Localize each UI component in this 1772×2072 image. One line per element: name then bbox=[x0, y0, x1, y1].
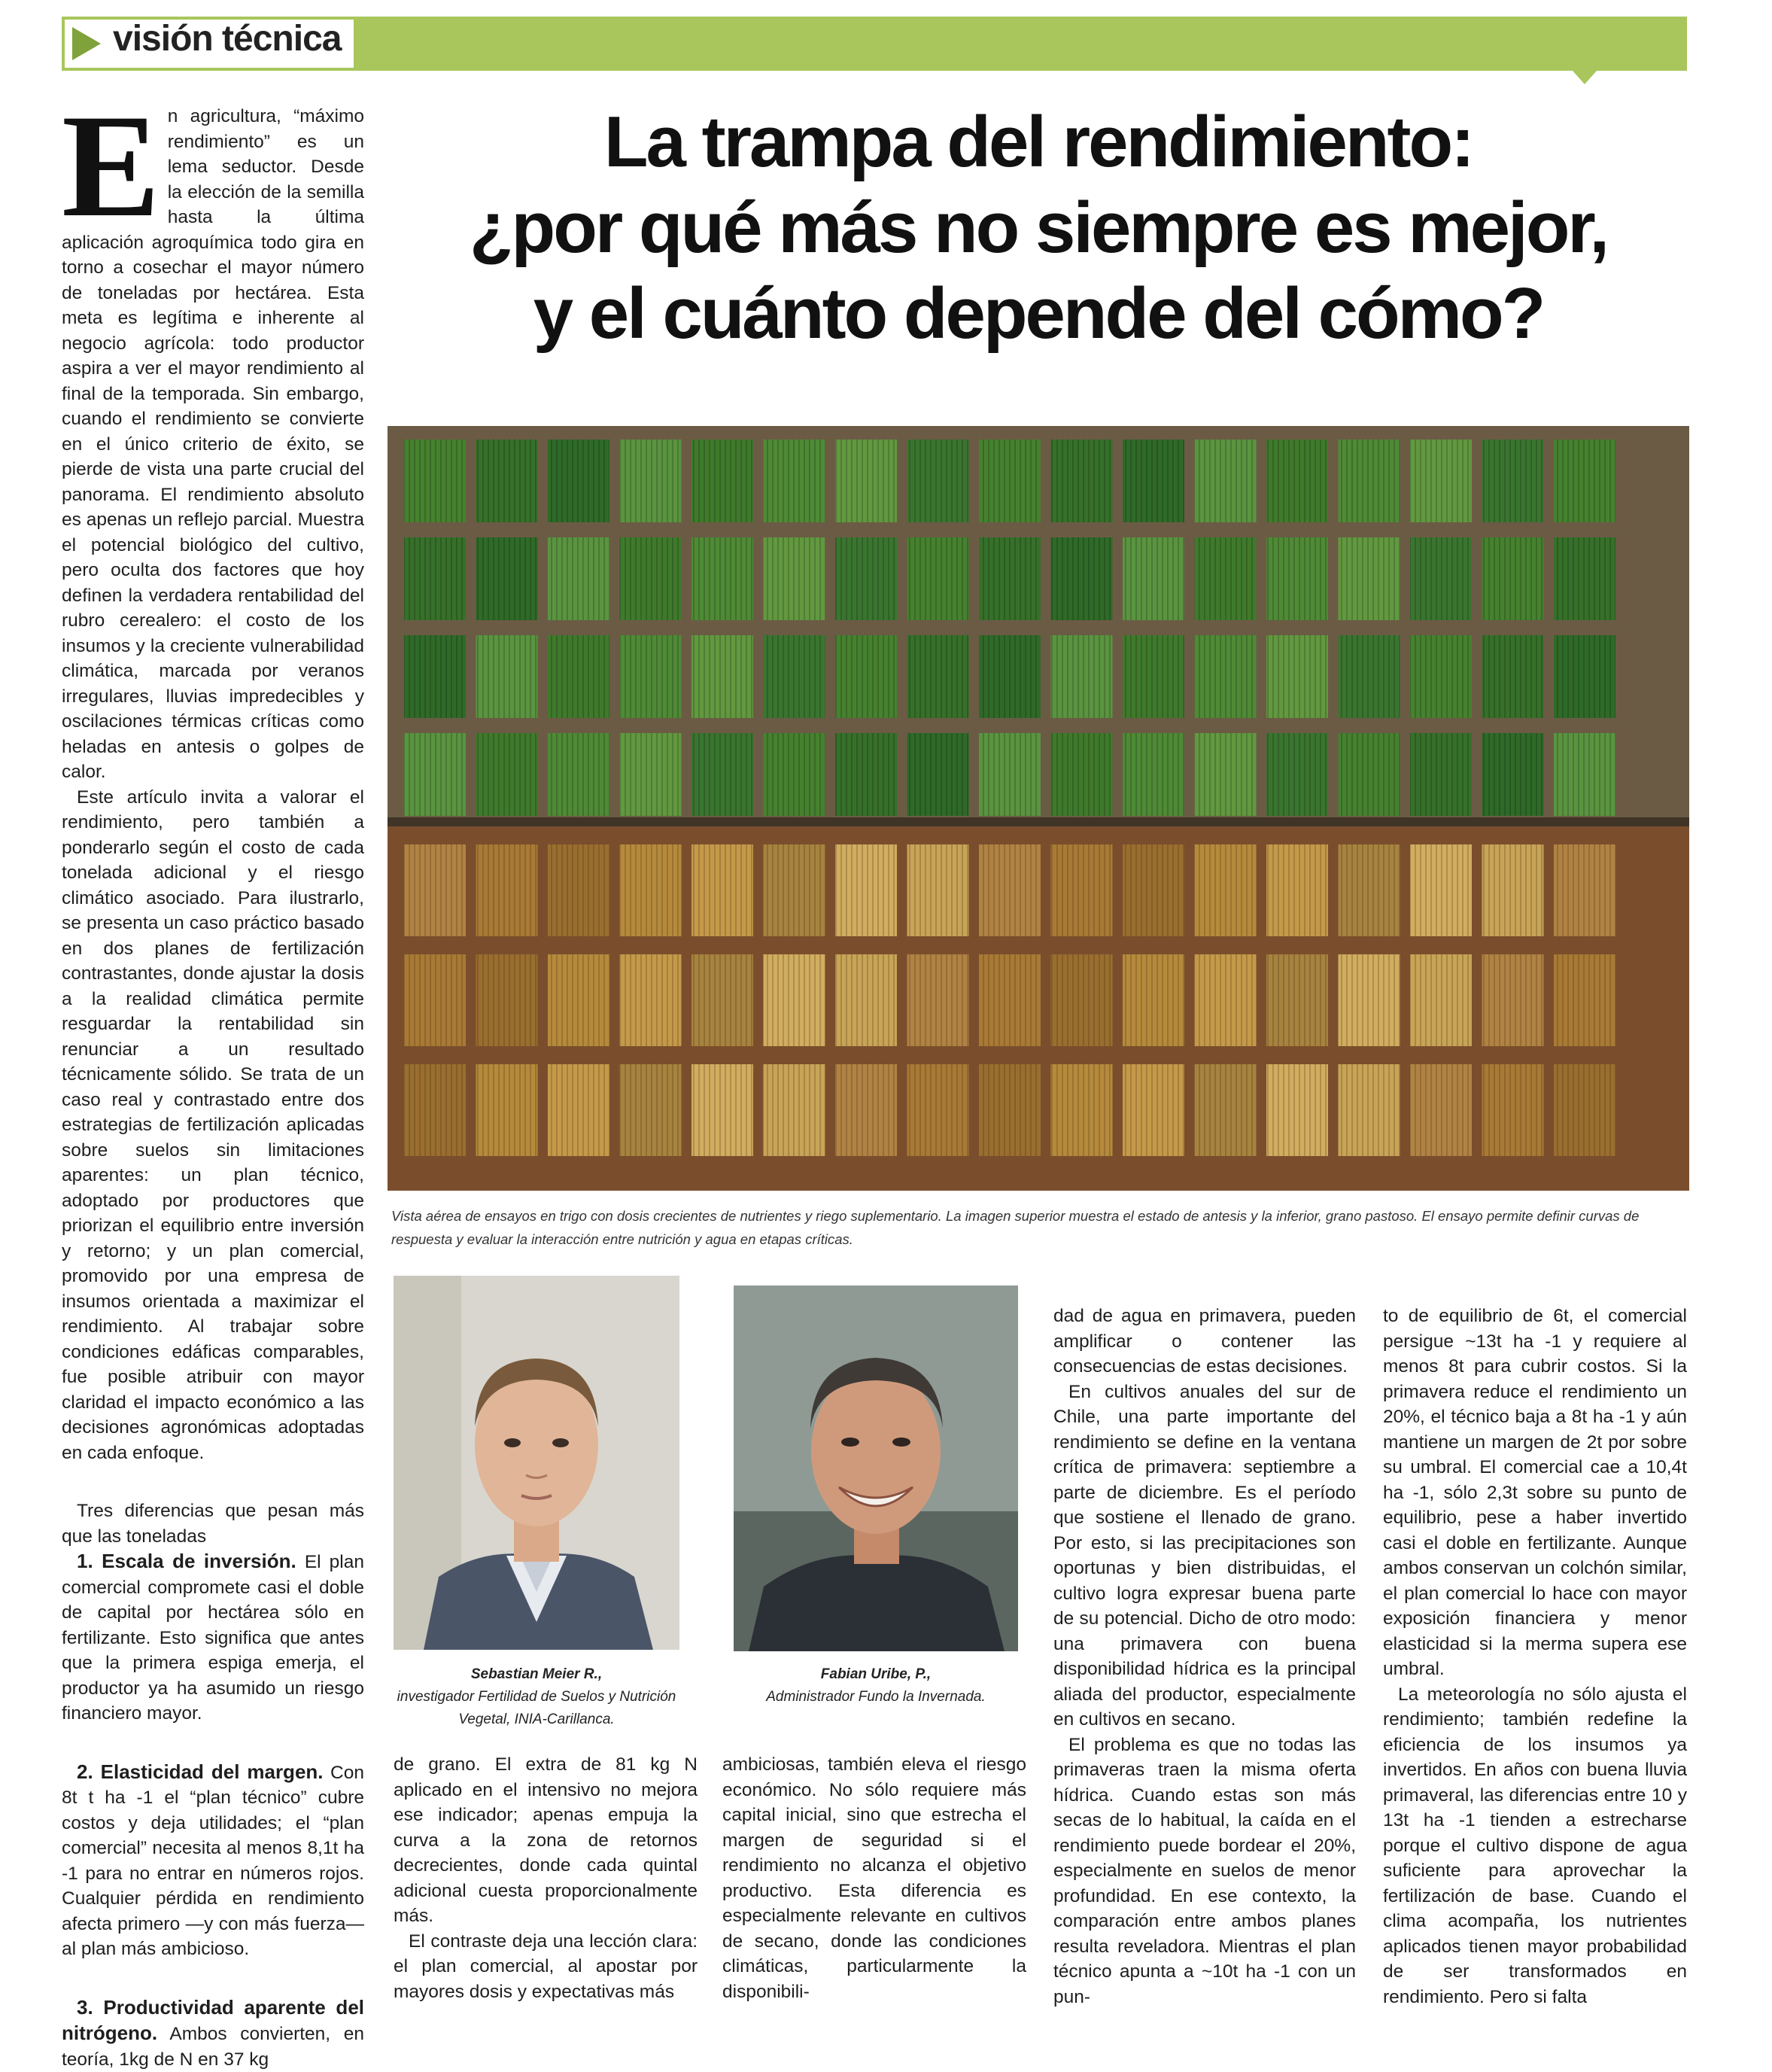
trial-plot-texture bbox=[1410, 844, 1472, 936]
trial-plot-texture bbox=[835, 1064, 897, 1156]
person-1-name: Sebastian Meier R., bbox=[376, 1663, 697, 1686]
person-2-role: Administrador Fundo la Invernada. bbox=[715, 1686, 1037, 1708]
paragraph: ambiciosas, también eleva el riesgo económico. No sólo requiere más capital inicial, sino que estrecha el margen de seguridad si el rendimiento no alcanza el objetivo productivo. Esta diferencia es especialmente relevante en cultivos de secano, donde las condiciones climáticas, particularmente la disponibili- bbox=[722, 1752, 1026, 2004]
point-2-heading: 2. Elasticidad del margen. bbox=[77, 1760, 324, 1783]
portrait-2-image bbox=[734, 1285, 1018, 1651]
person-2-name: Fabian Uribe, P., bbox=[715, 1663, 1037, 1686]
trial-plot-texture bbox=[404, 537, 466, 620]
trial-plot-texture bbox=[979, 440, 1041, 522]
trial-plot-texture bbox=[476, 635, 538, 718]
trial-plot-texture bbox=[1195, 537, 1257, 620]
aerial-photo-trial-plots bbox=[388, 426, 1689, 1191]
trial-plot-texture bbox=[404, 1064, 466, 1156]
trial-plot-texture bbox=[1266, 635, 1328, 718]
point-2 bbox=[62, 1760, 364, 1962]
headline-line-3: y el cuánto depende del cómo? bbox=[391, 271, 1685, 357]
trial-plot-texture bbox=[1554, 537, 1615, 620]
trial-plot-texture bbox=[1051, 954, 1113, 1046]
drop-cap: E bbox=[62, 110, 160, 223]
trial-plot-texture bbox=[1410, 635, 1472, 718]
trial-plot-texture bbox=[1410, 954, 1472, 1046]
trial-plot-texture bbox=[691, 1064, 753, 1156]
trial-plot-texture bbox=[1410, 440, 1472, 522]
trial-plot-texture bbox=[691, 537, 753, 620]
article-column-3 bbox=[722, 1752, 1026, 2004]
trial-plot-texture bbox=[979, 635, 1041, 718]
trial-plot-texture bbox=[1554, 635, 1615, 718]
trial-plot-texture bbox=[476, 1064, 538, 1156]
point-1-heading: 1. Escala de inversión. bbox=[77, 1550, 296, 1572]
trial-plot-texture bbox=[907, 440, 969, 522]
section-label: visión técnica bbox=[113, 18, 341, 59]
trial-plot-texture bbox=[1266, 537, 1328, 620]
trial-plot-texture bbox=[620, 954, 682, 1046]
trial-plot-texture bbox=[835, 537, 897, 620]
trial-plot-texture bbox=[1195, 635, 1257, 718]
trial-plot-texture bbox=[979, 537, 1041, 620]
trial-plot-texture bbox=[1266, 954, 1328, 1046]
trial-plot-texture bbox=[1339, 537, 1400, 620]
headline-line-2: ¿por qué más no siempre es mejor, bbox=[391, 185, 1685, 271]
trial-plot-texture bbox=[476, 954, 538, 1046]
trial-plot-texture bbox=[1266, 733, 1328, 816]
trial-plot-texture bbox=[404, 733, 466, 816]
trial-plot-texture bbox=[1195, 954, 1257, 1046]
portrait-sebastian-meier bbox=[394, 1276, 679, 1650]
person-1-affiliation: Vegetal, INIA-Carillanca. bbox=[376, 1708, 697, 1731]
trial-plot-texture bbox=[1195, 440, 1257, 522]
paragraph: Este artículo invita a valorar el rendimiento, pero también a ponderarlo según el costo de cada tonelada adicional y el riesgo climático asociado. Para ilustrarlo, se presenta un caso práctico basado en dos planes de fertilización contrastantes, donde ajustar la dosis a la realidad climática permite resguardar la rentabilidad sin renunciar a un resultado técnicamente sólido. Se trata de un caso real y contrastado entre dos estrategias de fertilización aplicadas sobre suelos sin limitaciones aparentes: un plan técnico, adoptado por productores que priorizan el equilibrio entre inversión y retorno; y un plan comercial, promovido por una empresa de insumos orientada a maximizar el rendimiento. Al trabajar sobre condiciones edáficas comparables, fue posible atribuir con mayor claridad el impacto económico a las decisiones agronómicas adoptadas en cada enfoque. bbox=[62, 785, 364, 1466]
headline-line-1: La trampa del rendimiento: bbox=[391, 99, 1685, 185]
trial-plot-texture bbox=[620, 440, 682, 522]
trial-plot-texture bbox=[620, 635, 682, 718]
portrait-fabian-uribe bbox=[734, 1285, 1018, 1651]
trial-plot-texture bbox=[835, 733, 897, 816]
trial-plot-texture bbox=[404, 954, 466, 1046]
trial-plot-texture bbox=[1482, 1064, 1544, 1156]
trial-plot-texture bbox=[1339, 954, 1400, 1046]
trial-plot-texture bbox=[476, 440, 538, 522]
trial-plot-texture bbox=[1482, 954, 1544, 1046]
intro-paragraph bbox=[62, 104, 364, 785]
trial-plot-texture bbox=[1123, 1064, 1184, 1156]
trial-plot-texture bbox=[1339, 635, 1400, 718]
trial-plot-texture bbox=[548, 1064, 609, 1156]
trial-plot-texture bbox=[1195, 733, 1257, 816]
trial-plot-texture bbox=[1123, 635, 1184, 718]
point-3-text: Ambos convierten, en teoría, 1kg de N en 37 kg bbox=[62, 2024, 364, 2070]
trial-plot-texture bbox=[620, 537, 682, 620]
trial-plot-texture bbox=[1482, 733, 1544, 816]
trial-plot-texture bbox=[1554, 844, 1615, 936]
trial-plot-texture bbox=[1410, 537, 1472, 620]
play-arrow-icon bbox=[72, 27, 101, 60]
trial-plot-texture bbox=[1051, 537, 1113, 620]
portrait-2-caption bbox=[715, 1663, 1037, 1708]
trial-plot-texture bbox=[764, 954, 825, 1046]
trial-plot-texture bbox=[907, 733, 969, 816]
trial-plot-texture bbox=[1051, 440, 1113, 522]
trial-plot-texture bbox=[691, 954, 753, 1046]
trial-plot-texture bbox=[764, 537, 825, 620]
trial-plot-texture bbox=[1266, 1064, 1328, 1156]
trial-plot-texture bbox=[1123, 537, 1184, 620]
article-column-4 bbox=[1053, 1304, 1356, 2010]
trial-plot-texture bbox=[1123, 733, 1184, 816]
trial-plot-texture bbox=[1195, 1064, 1257, 1156]
trial-plot-texture bbox=[476, 844, 538, 936]
trial-plot-texture bbox=[1410, 733, 1472, 816]
trial-plot-texture bbox=[1051, 635, 1113, 718]
trial-plot-texture bbox=[1051, 733, 1113, 816]
article-column-5 bbox=[1383, 1304, 1687, 2010]
trial-plot-texture bbox=[1339, 440, 1400, 522]
trial-plot-texture bbox=[548, 733, 609, 816]
trial-plot-texture bbox=[764, 635, 825, 718]
trial-plot-texture bbox=[979, 844, 1041, 936]
trial-plot-texture bbox=[907, 537, 969, 620]
trial-plot-texture bbox=[1554, 1064, 1615, 1156]
trial-plot-texture bbox=[620, 844, 682, 936]
trial-plot-texture bbox=[404, 635, 466, 718]
trial-plot-texture bbox=[1554, 733, 1615, 816]
trial-plot-texture bbox=[1410, 1064, 1472, 1156]
trial-plot-texture bbox=[979, 1064, 1041, 1156]
trial-plot-texture bbox=[548, 440, 609, 522]
trial-plot-texture bbox=[1195, 844, 1257, 936]
trial-plot-texture bbox=[476, 733, 538, 816]
trial-plot-texture bbox=[691, 635, 753, 718]
trial-plot-texture bbox=[1554, 954, 1615, 1046]
trial-plot-texture bbox=[907, 1064, 969, 1156]
trial-plot-texture bbox=[691, 844, 753, 936]
trial-plot-texture bbox=[907, 635, 969, 718]
trial-plot-texture bbox=[1554, 440, 1615, 522]
trial-plot-texture bbox=[548, 954, 609, 1046]
trial-plot-texture bbox=[404, 440, 466, 522]
paragraph: La meteorología no sólo ajusta el rendimiento; también redefine la eficiencia de los insumos ya invertidos. En años con buena lluvia primaveral, las diferencias entre 10 y 13t ha -1 tienden a estrecharse porque el cultivo dispone de agua suficiente para aprovechar la fertilización de base. Cuando el clima acompaña, los nutrientes aplicados tienen mayor probabilidad de ser transformados en rendimiento. Pero si falta bbox=[1383, 1682, 1687, 2010]
trial-plot-texture bbox=[1123, 440, 1184, 522]
subheading-intro: Tres diferencias que pesan más que las toneladas bbox=[62, 1498, 364, 1549]
point-1 bbox=[62, 1549, 364, 1727]
trial-plot-texture bbox=[1123, 844, 1184, 936]
paragraph: de grano. El extra de 81 kg N aplicado en el intensivo no mejora ese indicador; apenas empuja la curva a la zona de retornos decrecientes, donde cada quintal adicional cuesta proporcionalmente más. bbox=[394, 1752, 698, 1929]
portrait-1-image bbox=[394, 1276, 679, 1650]
trial-plot-texture bbox=[1051, 844, 1113, 936]
trial-plot-texture bbox=[1123, 954, 1184, 1046]
trial-plot-texture bbox=[691, 440, 753, 522]
trial-plot-texture bbox=[1051, 1064, 1113, 1156]
trial-plot-texture bbox=[476, 537, 538, 620]
paragraph: En cultivos anuales del sur de Chile, una parte importante del rendimiento se define en la ventana crítica de primavera: septiembre a parte de diciembre. Es el período que sostiene el llenado de grano. Por esto, si las precipitaciones son oportunas y bien distribuidas, el cultivo logra expresar buena parte de su potencial. Dicho de otro modo: una primavera con buena disponibilidad hídrica es la principal aliada del productor, especialmente en cultivos en secano. bbox=[1053, 1380, 1356, 1733]
trial-plot-texture bbox=[548, 635, 609, 718]
paragraph: dad de agua en primavera, pueden amplificar o contener las consecuencias de estas decisiones. bbox=[1053, 1304, 1356, 1380]
portrait-1-caption bbox=[376, 1663, 697, 1731]
trial-plot-texture bbox=[1266, 844, 1328, 936]
point-2-text: Con 8t t ha -1 el “plan técnico” cubre costos y deja utilidades; el “plan comercial” necesita al menos 8,1t ha -1 para no entrar en números rojos. Cualquier pérdida en rendimiento afecta primero —y con más fuerza— al plan más ambicioso. bbox=[62, 1763, 364, 1960]
trial-plot-texture bbox=[620, 733, 682, 816]
trial-plot-texture bbox=[1339, 844, 1400, 936]
trial-plot-texture bbox=[1482, 537, 1544, 620]
person-1-role: investigador Fertilidad de Suelos y Nutrición bbox=[376, 1686, 697, 1708]
trial-plot-texture bbox=[835, 844, 897, 936]
trial-plot-texture bbox=[548, 537, 609, 620]
trial-plot-texture bbox=[1339, 733, 1400, 816]
point-3 bbox=[62, 1995, 364, 2072]
paragraph: El contraste deja una lección clara: el plan comercial, al apostar por mayores dosis y expectativas más bbox=[394, 1929, 698, 2005]
trial-plot-texture bbox=[907, 954, 969, 1046]
article-column-1 bbox=[62, 104, 364, 2072]
paragraph: El problema es que no todas las primaveras traen la misma oferta hídrica. Cuando estas son más secas de lo habitual, la caída en el rendimiento puede bordear el 20%, especialmente en suelos de menor profundidad. En ese contexto, la comparación entre ambos planes resulta reveladora. Mientras el plan técnico apunta a ~10t ha -1 con un pun- bbox=[1053, 1733, 1356, 2010]
trial-plot-texture bbox=[764, 844, 825, 936]
trial-plot-texture bbox=[764, 440, 825, 522]
paragraph: to de equilibrio de 6t, el comercial persigue ~13t ha -1 y requiere al menos 8t para cubrir costos. Si la primavera reduce el rendimiento un 20%, el técnico baja a 8t ha -1 y aún mantiene un margen de 2t por sobre su umbral. El comercial cae a 10,4t ha -1, sólo 2,3t sobre su punto de equilibrio, pese a haber invertido casi el doble en fertilizante. Aunque ambos conservan un colchón similar, el plan comercial lo hace con mayor exposición financiera y menor elasticidad si la merma supera ese umbral. bbox=[1383, 1304, 1687, 1682]
trial-plot-texture bbox=[691, 733, 753, 816]
aerial-photo-image bbox=[388, 426, 1689, 1191]
point-3-heading: 3. Productividad aparente del nitrógeno. bbox=[62, 1996, 364, 2045]
intro-text: n agricultura, “máximo rendimiento” es un lema seductor. Desde la elección de la semilla hasta la última aplicación agroquímica todo gira en torno a cosechar el mayor número de toneladas por hectárea. Esta meta es legítima e inherente al negocio agrícola: todo productor aspira a ver el mayor rendimiento al final de la temporada. Sin embargo, cuando el rendimiento se convierte en el único criterio de éxito, se pierde de vista una parte crucial del panorama. El rendimiento absoluto es apenas un reflejo parcial. Muestra el potencial biológico del cultivo, pero oculta dos factores que hoy definen la verdadera rentabilidad del rubro cerealero: el costo de los insumos y la creciente vulnerabilidad climática, marcada por veranos irregulares, lluvias impredecibles y oscilaciones térmicas críticas como heladas en antesis o golpes de calor. bbox=[62, 106, 364, 782]
trial-plot-texture bbox=[1339, 1064, 1400, 1156]
trial-plot-texture bbox=[1482, 635, 1544, 718]
trial-plot-texture bbox=[1482, 844, 1544, 936]
point-1-text: El plan comercial compromete casi el doble de capital por hectárea sólo en fertilizante. Esto significa que antes que la primera espiga emerja, el productor ya ha asumido un riesgo financiero mayor. bbox=[62, 1552, 364, 1724]
trial-plot-texture bbox=[404, 844, 466, 936]
trial-plot-texture bbox=[1266, 440, 1328, 522]
trial-plot-texture bbox=[907, 844, 969, 936]
trial-plot-texture bbox=[979, 954, 1041, 1046]
trial-plot-texture bbox=[764, 733, 825, 816]
article-column-2 bbox=[394, 1752, 698, 2004]
photo-caption: Vista aérea de ensayos en trigo con dosis crecientes de nutrientes y riego suplementario. La imagen superior muestra el estado de antesis y la inferior, grano pastoso. El ensayo permite definir curvas de respuesta y evaluar la interacción entre nutrición y agua en etapas críticas. bbox=[391, 1204, 1685, 1251]
bar-notch-icon bbox=[1573, 71, 1597, 84]
trial-plot-texture bbox=[835, 954, 897, 1046]
trial-plot-texture bbox=[835, 440, 897, 522]
trial-plot-texture bbox=[548, 844, 609, 936]
headline bbox=[391, 99, 1685, 357]
trial-plot-texture bbox=[979, 733, 1041, 816]
trial-plot-texture bbox=[1482, 440, 1544, 522]
trial-plot-texture bbox=[764, 1064, 825, 1156]
trial-plot-texture bbox=[620, 1064, 682, 1156]
trial-plot-texture bbox=[835, 635, 897, 718]
